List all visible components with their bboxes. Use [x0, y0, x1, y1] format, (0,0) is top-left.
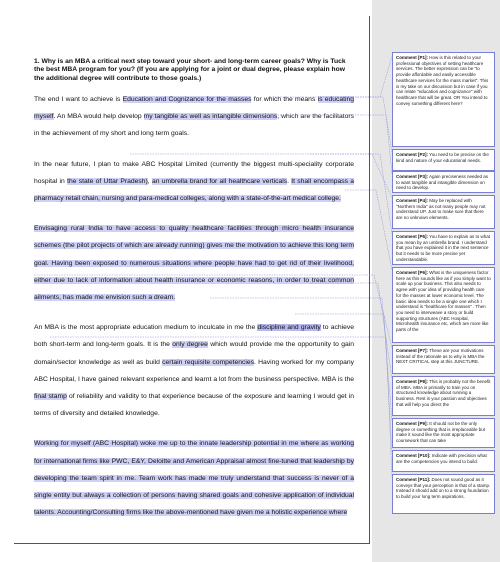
essay-body[interactable]	[34, 58, 354, 534]
text-run: ,	[147, 177, 152, 185]
comment-bubble[interactable]	[392, 195, 495, 229]
comment-text: How is this related to your professional objectives of setting healthcare services. The better expression can be "to provide affordable and easily accessible healthcare services for the mass market". This is my take on our discussion but in case if you can relate "education and cognizance" with healthcare that will be great. OR You intend to convey something different here?	[396, 55, 489, 106]
comment-text: It should not be the only degree or something that is irreplaceable but make it sound like the most appropriate coursework that can take	[396, 421, 486, 444]
comment-label: Comment [P9]:	[396, 421, 429, 426]
text-run: The end I want to achieve is	[34, 95, 123, 103]
essay-paragraph	[34, 91, 354, 143]
comment-bubble[interactable]	[392, 52, 495, 147]
text-run: which would provide me the opportunity to gain domain/sector knowledge as well as build	[34, 341, 354, 366]
comment-text: This is probably not the benefit of MBA. MBA is primarily to train you on structured knowledge about running a business. Rest is your passion and objectives that will help you direct the	[396, 379, 491, 407]
comment-bubble[interactable]	[392, 474, 495, 514]
highlighted-text: discipline and gravity	[257, 324, 321, 332]
text-run: to achieve both short-term and long-term goals. It is the	[34, 324, 354, 349]
comment-text: Indicate with precision what are the competencies you intend to build.	[396, 453, 487, 464]
highlighted-text: is educating myself	[34, 95, 355, 121]
comment-label: Comment [P4]:	[396, 198, 429, 203]
comment-label: Comment [P7]:	[396, 348, 429, 353]
highlighted-text: Working for myself (ABC Hospital) woke me up to the innate leadership potential in me where as working for international firms like PWC, E&Y, Deloitte and American Appraisal almost fine-tuned that leadership by developing the team spirit in me. Team work has made me truly understand that success is never of a single entity but always a collection of persons having shared goals and cohesive application of individual talents. Accounting/Consulting firms like the above-mentioned have given me a holistic experience where	[34, 440, 354, 517]
page-bottom-edge	[14, 543, 370, 544]
essay-paragraph	[34, 156, 354, 208]
highlighted-text: It shall encompass a pharmacy retail chain, nursing and para-medical colleges, along with a state-of-the-art medical college.	[34, 177, 354, 202]
comment-bubble[interactable]	[392, 267, 495, 343]
highlighted-text: an umbrella brand for all healthcare verticals	[151, 177, 288, 185]
highlighted-text: Envisaging rural India to have access to quality healthcare facilities through micro health insurance schemes (the pilot projects of which are already running) gives me the motivation to achieve this long term goal. Having been exposed to numerous situations where people have had to get rid of their livelihood, either due to lack of information about health insurance or economic reasons, in order to treat common ailments, has made me envision such a dream.	[34, 225, 354, 301]
text-run: . An MBA would help develop	[53, 113, 144, 121]
comment-label: Comment [P8]:	[396, 379, 429, 384]
comment-text: Again preciseness needed as to want tangible and intangible dimension on need to develop.	[396, 174, 489, 191]
comment-bubble[interactable]	[392, 231, 495, 265]
text-run: , which are the facilitators in the achievement of my short and long term goals.	[34, 113, 354, 138]
comment-label: Comment [P5]:	[396, 234, 429, 239]
text-run: of reliability and validity to that experience because of the exposure and learning I would get in terms of diversity and detailed knowledge.	[34, 392, 354, 418]
comment-bubble[interactable]	[392, 418, 495, 448]
highlighted-text: the state of Uttar Pradesh)	[67, 177, 148, 185]
highlighted-text: only degree	[172, 341, 208, 349]
comment-text: Does not sound good as it conveys that your perception is that of a stamp. Instead it should add on to a strong foundation to build your long term aspirations.	[396, 477, 491, 500]
comment-text: You need to be precise on the kind and nature of your educational needs.	[396, 152, 489, 163]
text-run: for which the means	[251, 95, 318, 103]
comment-label: Comment [P3]:	[396, 174, 429, 179]
essay-paragraph	[34, 435, 354, 521]
highlighted-text: certain requisite competencies	[162, 358, 254, 366]
comment-label: Comment [P10]:	[396, 453, 431, 458]
highlighted-text: final stamp	[34, 392, 67, 400]
text-run: An MBA is the most appropriate education medium to inculcate in me the	[34, 324, 258, 332]
essay-question: 1. Why is an MBA a critical next step toward your short- and long-term career goals? Why is Tuck the best MBA program for you? (If you are applying for a joint or dual degree, please explain how the additional degree will contribute to those goals.)	[34, 58, 346, 82]
comment-bubble[interactable]	[392, 450, 495, 472]
comment-text: You have to explain as to what you mean by an umbrella brand. I understand that you have explained it in the next sentence but it needs to be more precise yet understandable.	[396, 234, 491, 262]
page-right-edge	[369, 16, 370, 544]
highlighted-text: my tangible as well as intangible dimensions	[143, 113, 278, 121]
comment-text: What is the uniqueness factor here as this sounds like as if you simply want to scale up your business. This also needs to agree with your idea of providing health care for the masses at lower economic level. The basic idea needs to be a single one which I understand is "healthcare for masses" . Then you need to interweave a story or build supporting structures (ABC Hospital, Microhealth insurance etc, which are more like parts of the	[396, 270, 491, 333]
highlighted-text: Education and Cognizance for the masses	[122, 95, 252, 103]
comment-text: May be replaced with "Northern India" as not many people may not understand UP. Just to make sure that there are no unknown elements.	[396, 198, 486, 221]
comment-bubble[interactable]	[392, 149, 495, 171]
comment-bubble[interactable]	[392, 345, 495, 374]
comment-label: Comment [P2]:	[396, 152, 429, 157]
comment-panel	[372, 0, 500, 562]
text-run: In the near future, I plan to make ABC Hospital Limited (currently the biggest multi-speciality corporate hospital in	[34, 160, 354, 185]
text-run: . Having worked for my company ABC Hospital, I have gained relevant experience and learnt a lot from the business perspective. MBA is the	[34, 358, 354, 383]
comment-label: Comment [P11]:	[396, 477, 431, 482]
comment-label: Comment [P6]:	[396, 270, 429, 275]
essay-paragraph	[34, 220, 354, 306]
text-run: .	[287, 177, 292, 185]
comment-label: Comment [P1]:	[396, 55, 429, 60]
comment-bubble[interactable]	[392, 376, 495, 416]
essay-paragraph	[34, 319, 354, 422]
essay-paragraphs	[34, 91, 354, 521]
comment-bubble[interactable]	[392, 171, 495, 193]
comment-text: These are your motivations instead of the rationale as to why is MBA the NEXT CRITICAL step at this JUNCTURE.	[396, 348, 485, 365]
